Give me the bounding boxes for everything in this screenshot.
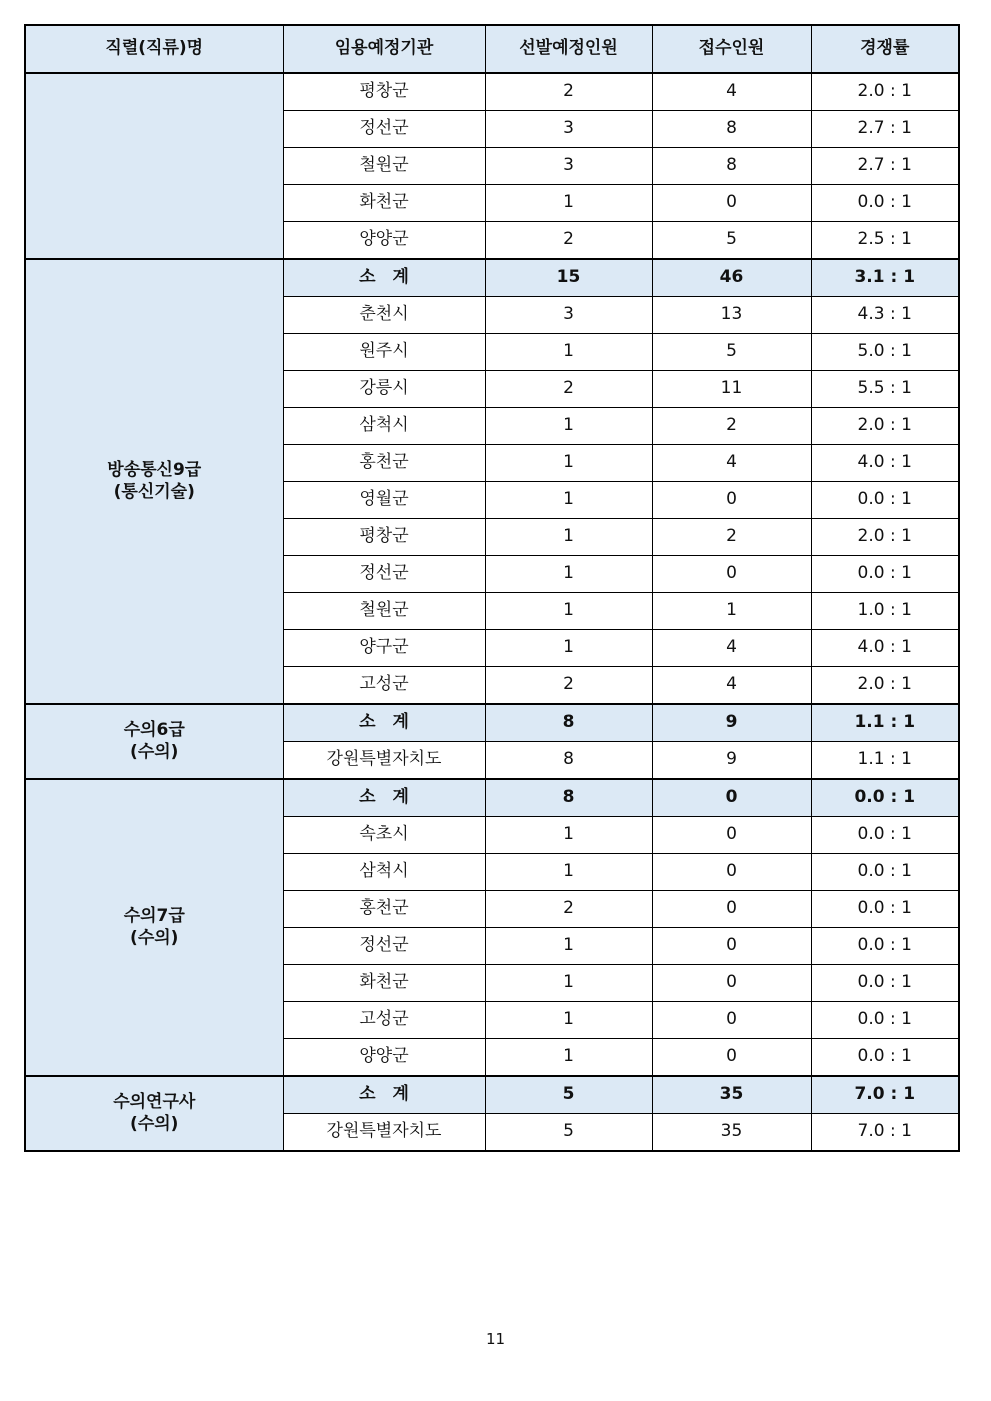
competition-ratio-cell: 0.0 : 1 (811, 928, 959, 965)
competition-ratio-cell: 4.0 : 1 (811, 445, 959, 482)
planned-count-cell: 1 (485, 1039, 652, 1077)
planned-count-cell: 2 (485, 667, 652, 705)
planned-count-cell: 2 (485, 371, 652, 408)
applied-count-cell: 13 (652, 297, 811, 334)
competition-ratio-cell: 1.0 : 1 (811, 593, 959, 630)
planned-count-cell: 2 (485, 891, 652, 928)
agency-cell: 삼척시 (283, 408, 485, 445)
competition-ratio-cell: 1.1 : 1 (811, 742, 959, 780)
table-header-row (25, 25, 959, 73)
planned-count-cell: 1 (485, 630, 652, 667)
table-row (25, 73, 959, 111)
planned-count-cell: 8 (485, 704, 652, 742)
agency-cell: 철원군 (283, 593, 485, 630)
subtotal-label: 소 계 (283, 259, 485, 297)
competition-ratio-cell: 1.1 : 1 (811, 704, 959, 742)
applied-count-cell: 5 (652, 334, 811, 371)
planned-count-cell: 1 (485, 519, 652, 556)
competition-ratio-cell: 5.5 : 1 (811, 371, 959, 408)
competition-ratio-cell: 0.0 : 1 (811, 556, 959, 593)
applied-count-cell: 46 (652, 259, 811, 297)
competition-ratio-cell: 0.0 : 1 (811, 779, 959, 817)
agency-cell: 강릉시 (283, 371, 485, 408)
planned-count-cell: 5 (485, 1114, 652, 1152)
header-job-series: 직렬(직류)명 (25, 25, 283, 73)
planned-count-cell: 1 (485, 185, 652, 222)
competition-ratio-cell: 0.0 : 1 (811, 891, 959, 928)
competition-ratio-cell: 0.0 : 1 (811, 854, 959, 891)
agency-cell: 속초시 (283, 817, 485, 854)
agency-cell: 정선군 (283, 111, 485, 148)
agency-cell: 양양군 (283, 1039, 485, 1077)
applied-count-cell: 2 (652, 408, 811, 445)
competition-ratio-cell: 5.0 : 1 (811, 334, 959, 371)
planned-count-cell: 1 (485, 854, 652, 891)
agency-cell: 화천군 (283, 185, 485, 222)
applied-count-cell: 5 (652, 222, 811, 260)
agency-cell: 홍천군 (283, 445, 485, 482)
header-planned-count: 선발예정인원 (485, 25, 652, 73)
competition-ratio-cell: 2.5 : 1 (811, 222, 959, 260)
planned-count-cell: 1 (485, 556, 652, 593)
planned-count-cell: 1 (485, 334, 652, 371)
planned-count-cell: 3 (485, 148, 652, 185)
planned-count-cell: 5 (485, 1076, 652, 1114)
applied-count-cell: 8 (652, 111, 811, 148)
job-series-cell: 수의연구사 (수의) (25, 1076, 283, 1151)
job-series-cell: 방송통신9급 (통신기술) (25, 259, 283, 704)
agency-cell: 정선군 (283, 556, 485, 593)
applied-count-cell: 0 (652, 891, 811, 928)
applied-count-cell: 0 (652, 1039, 811, 1077)
applied-count-cell: 0 (652, 817, 811, 854)
subtotal-label: 소 계 (283, 704, 485, 742)
applied-count-cell: 4 (652, 445, 811, 482)
planned-count-cell: 3 (485, 297, 652, 334)
agency-cell: 강원특별자치도 (283, 742, 485, 780)
agency-cell: 강원특별자치도 (283, 1114, 485, 1152)
applied-count-cell: 0 (652, 556, 811, 593)
subtotal-row (25, 779, 959, 817)
subtotal-label: 소 계 (283, 779, 485, 817)
applied-count-cell: 0 (652, 482, 811, 519)
competition-ratio-cell: 2.0 : 1 (811, 408, 959, 445)
table-body (25, 73, 959, 1151)
applied-count-cell: 35 (652, 1076, 811, 1114)
agency-cell: 철원군 (283, 148, 485, 185)
job-series-cell: 수의6급 (수의) (25, 704, 283, 779)
planned-count-cell: 2 (485, 73, 652, 111)
applied-count-cell: 4 (652, 667, 811, 705)
planned-count-cell: 1 (485, 817, 652, 854)
applied-count-cell: 9 (652, 742, 811, 780)
planned-count-cell: 8 (485, 742, 652, 780)
competition-ratio-cell: 2.7 : 1 (811, 111, 959, 148)
agency-cell: 고성군 (283, 667, 485, 705)
agency-cell: 원주시 (283, 334, 485, 371)
competition-ratio-cell: 0.0 : 1 (811, 1039, 959, 1077)
applied-count-cell: 11 (652, 371, 811, 408)
recruitment-competition-table (24, 24, 960, 1152)
planned-count-cell: 1 (485, 1002, 652, 1039)
agency-cell: 홍천군 (283, 891, 485, 928)
page-number: 11 (485, 1330, 506, 1348)
agency-cell: 평창군 (283, 519, 485, 556)
header-applied-count: 접수인원 (652, 25, 811, 73)
competition-ratio-cell: 4.3 : 1 (811, 297, 959, 334)
agency-cell: 영월군 (283, 482, 485, 519)
job-series-cell (25, 73, 283, 259)
agency-cell: 양양군 (283, 222, 485, 260)
applied-count-cell: 9 (652, 704, 811, 742)
subtotal-row (25, 259, 959, 297)
planned-count-cell: 8 (485, 779, 652, 817)
applied-count-cell: 0 (652, 1002, 811, 1039)
planned-count-cell: 1 (485, 965, 652, 1002)
competition-ratio-cell: 0.0 : 1 (811, 1002, 959, 1039)
competition-ratio-cell: 2.0 : 1 (811, 667, 959, 705)
competition-ratio-cell: 2.7 : 1 (811, 148, 959, 185)
competition-ratio-cell: 7.0 : 1 (811, 1076, 959, 1114)
planned-count-cell: 1 (485, 482, 652, 519)
agency-cell: 양구군 (283, 630, 485, 667)
applied-count-cell: 4 (652, 73, 811, 111)
planned-count-cell: 1 (485, 408, 652, 445)
applied-count-cell: 0 (652, 185, 811, 222)
applied-count-cell: 0 (652, 965, 811, 1002)
applied-count-cell: 1 (652, 593, 811, 630)
applied-count-cell: 0 (652, 928, 811, 965)
competition-ratio-cell: 4.0 : 1 (811, 630, 959, 667)
applied-count-cell: 35 (652, 1114, 811, 1152)
agency-cell: 고성군 (283, 1002, 485, 1039)
competition-ratio-cell: 0.0 : 1 (811, 817, 959, 854)
subtotal-label: 소 계 (283, 1076, 485, 1114)
planned-count-cell: 1 (485, 593, 652, 630)
competition-ratio-cell: 7.0 : 1 (811, 1114, 959, 1152)
agency-cell: 삼척시 (283, 854, 485, 891)
applied-count-cell: 8 (652, 148, 811, 185)
agency-cell: 춘천시 (283, 297, 485, 334)
planned-count-cell: 15 (485, 259, 652, 297)
job-series-cell: 수의7급 (수의) (25, 779, 283, 1076)
agency-cell: 평창군 (283, 73, 485, 111)
planned-count-cell: 2 (485, 222, 652, 260)
competition-ratio-cell: 3.1 : 1 (811, 259, 959, 297)
competition-ratio-cell: 0.0 : 1 (811, 965, 959, 1002)
applied-count-cell: 0 (652, 854, 811, 891)
planned-count-cell: 1 (485, 445, 652, 482)
applied-count-cell: 4 (652, 630, 811, 667)
planned-count-cell: 1 (485, 928, 652, 965)
competition-ratio-cell: 2.0 : 1 (811, 73, 959, 111)
planned-count-cell: 3 (485, 111, 652, 148)
agency-cell: 화천군 (283, 965, 485, 1002)
competition-ratio-cell: 0.0 : 1 (811, 482, 959, 519)
subtotal-row (25, 1076, 959, 1114)
subtotal-row (25, 704, 959, 742)
competition-ratio-cell: 2.0 : 1 (811, 519, 959, 556)
agency-cell: 정선군 (283, 928, 485, 965)
applied-count-cell: 0 (652, 779, 811, 817)
header-agency: 임용예정기관 (283, 25, 485, 73)
header-competition-ratio: 경쟁률 (811, 25, 959, 73)
applied-count-cell: 2 (652, 519, 811, 556)
competition-ratio-cell: 0.0 : 1 (811, 185, 959, 222)
